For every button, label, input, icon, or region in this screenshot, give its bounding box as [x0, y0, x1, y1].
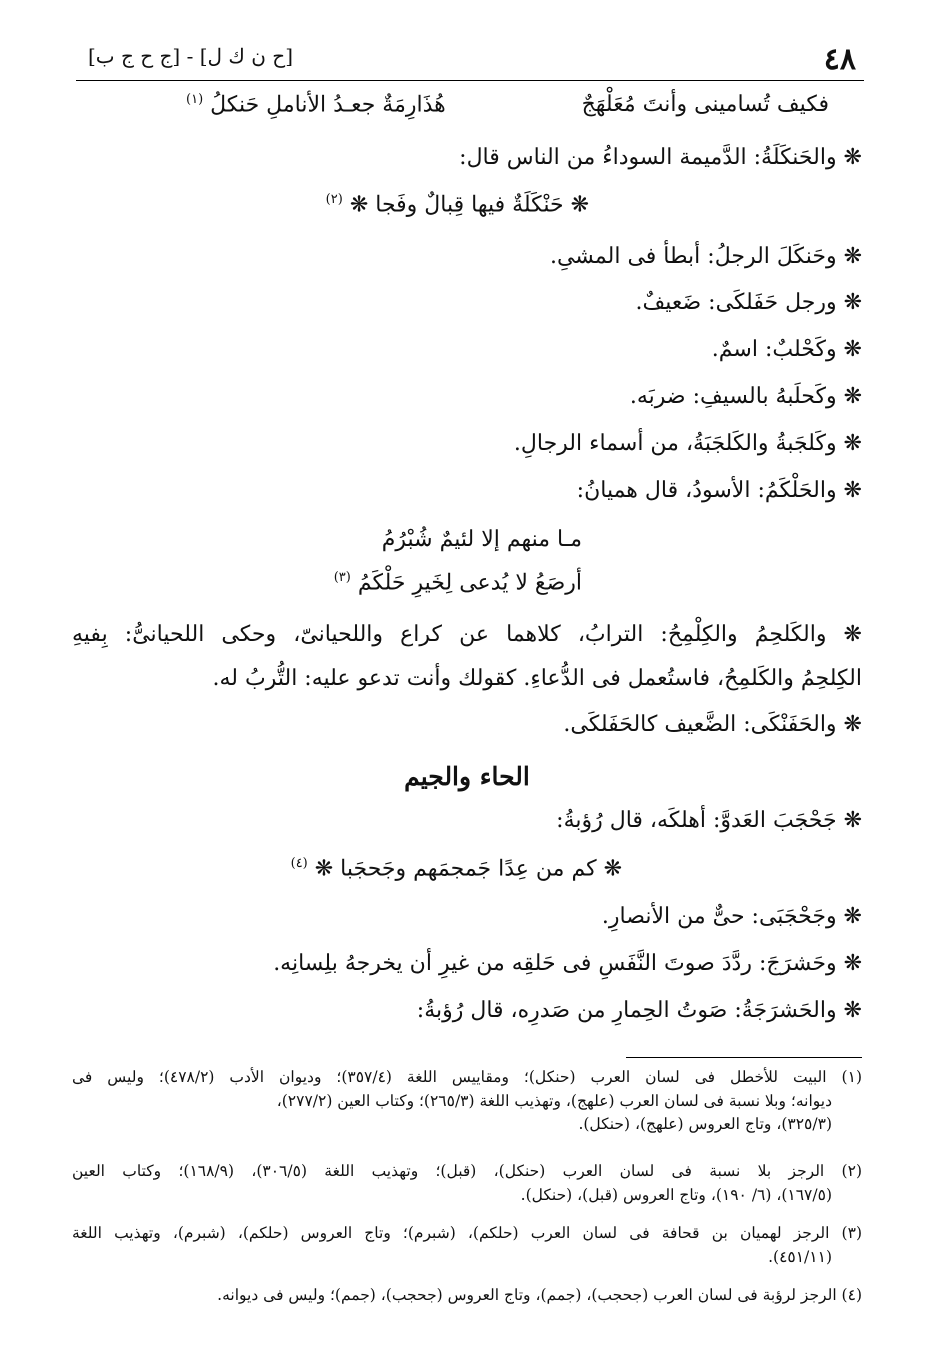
footnote-3-line2: (٤٥١/١١).	[768, 1247, 832, 1266]
footnote-1	[72, 1066, 862, 1137]
rajaz-halkam-line1: مـا منهم إلا لئيمٌ شُبْرُمُ	[381, 527, 582, 552]
entry-hafanka: ❋ والحَفَنْكَى: الضَّعيف كالحَفَلكَى.	[563, 712, 862, 737]
entry-kahlabahu: ❋ وكَحلَبهُ بالسيفِ: ضربَه.	[629, 384, 862, 409]
verse-hemistich-left-text: هُذَارِمَةٌ جعـدُ الأناملِ حَنكلُ	[210, 92, 446, 118]
entry-kaljaba: ❋ وكَلجَبةُ والكَلجَبَةُ، من أسماء الرجالِ.	[513, 431, 862, 456]
root-header: [ح ن ك ل] - [ج ح ج ب]	[88, 44, 293, 68]
footnote-rule	[626, 1057, 862, 1058]
entry-kahlab: ❋ وكَحْلبٌ: اسمٌ.	[711, 337, 862, 362]
rajaz-halkam-line2	[334, 570, 582, 595]
footnote-2-line2: (١٦٧/٥)، (٦/ ١٩٠)، وتاج العروس (قبل)، (حنكل).	[520, 1185, 832, 1204]
rajaz-hankala-text: ❋ حَنْكَلَةٌ فيها قِبالٌ وفَجا ❋	[349, 192, 589, 218]
entry-hashraja2: ❋ والحَشرَجَةُ: صَوتُ الحِمارِ من صَدرِه، قال رُؤبةُ:	[416, 998, 862, 1023]
entry-kalham-line1: ❋ والكَلحِمُ والكِلْمِحُ: الترابُ، كلاهما عن كراع واللحيانىّ، وحكى اللحيانىُّ: بِفيهِ	[72, 622, 862, 647]
page-number: ٤٨	[823, 42, 856, 77]
entry-hankal-walk: ❋ وحَنكَلَ الرجلُ: أبطأ فى المشىِ.	[549, 244, 862, 269]
section-title: الحاء والجيم	[404, 762, 530, 791]
footnote-1-line1: (١) البيت للأخطل فى لسان العرب (حنكل)؛ ومقاييس اللغة (٣٥٧/٤)؛ وديوان الأدب (٤٧٨/٢)؛ وليس فى	[72, 1068, 862, 1086]
rajaz-jahjaba-text: ❋ كم من عِدًا جَمجمَهم وجَحجَبا ❋	[314, 856, 622, 882]
footnote-1-line2: ديوانه؛ وبلا نسبة فى لسان العرب (علهج)، وتهذيب اللغة (٢٦٥/٣)؛ وكتاب العين (٢٧٧/٢)،	[276, 1091, 832, 1110]
header-rule	[76, 80, 864, 81]
rajaz-jahjaba	[291, 856, 622, 881]
entry-jahjaba: ❋ جَحْجَبَ العَدوَّ: أهلكَه، قال رُؤبةُ:	[556, 808, 862, 833]
footnote-4	[72, 1284, 862, 1308]
footnote-2	[72, 1160, 862, 1207]
footnote-marker-1: (١)	[186, 92, 204, 107]
entry-hankala: ❋ والحَنكَلَةُ: الدَّميمة السوداءُ من الناس قال:	[459, 145, 862, 170]
footnote-4-line1: (٤) الرجز لرؤبة فى لسان العرب (جحجب)، (جمم)، وتاج العروس (جحجب)، (جمم)؛ وليس فى ديوانه.	[217, 1286, 862, 1304]
entry-halkam: ❋ والحَلْكَمُ: الأسودُ، قال هميانُ:	[576, 478, 862, 503]
footnote-3-line1: (٣) الرجز لهميان بن قحافة فى لسان العرب (حلكم)، (شبرم)؛ وتاج العروس (حلكم)، (شبرم)، وتهذيب اللغة	[72, 1224, 862, 1242]
verse-hemistich-left	[186, 92, 446, 117]
footnote-3	[72, 1222, 862, 1269]
entry-jahjaba2: ❋ وجَحْجَبَى: حىٌّ من الأنصارِ.	[601, 904, 862, 929]
rajaz-halkam-line2-text: أرصَعُ لا يُدعى لِخَيرِ حَلْكَمُ	[357, 570, 582, 596]
entry-kalham-line2: الكِلحِمُ والكَلمِحُ، فاستُعمل فى الدُّعاءِ. كقولك وأنت تدعو عليه: التُّربُ له.	[212, 666, 862, 691]
footnote-marker-2: (٢)	[325, 192, 343, 207]
verse-hemistich-right: فكيف تُسامينى وأنتَ مُعَلْهَجٌ	[581, 92, 829, 117]
footnote-1-line3: (٣٢٥/٣)، وتاج العروس (علهج)، (حنكل).	[578, 1115, 832, 1134]
entry-hashraja: ❋ وحَشرَجَ: ردَّدَ صوتَ النَّفَسِ فى حَلقِه من غيرِ أن يخرجهُ بلِسانِه.	[273, 951, 862, 976]
footnote-2-line1: (٢) الرجز بلا نسبة فى لسان العرب (حنكل)، (قبل)؛ وتهذيب اللغة (٣٠٦/٥)، (١٦٨/٩)؛ وكتاب العين	[72, 1162, 862, 1180]
entry-hafalka: ❋ ورجل حَفَلكَى: ضَعيفٌ.	[635, 290, 862, 315]
footnote-marker-4: (٤)	[290, 856, 308, 871]
footnote-marker-3: (٣)	[333, 570, 351, 585]
rajaz-hankala	[326, 192, 589, 217]
